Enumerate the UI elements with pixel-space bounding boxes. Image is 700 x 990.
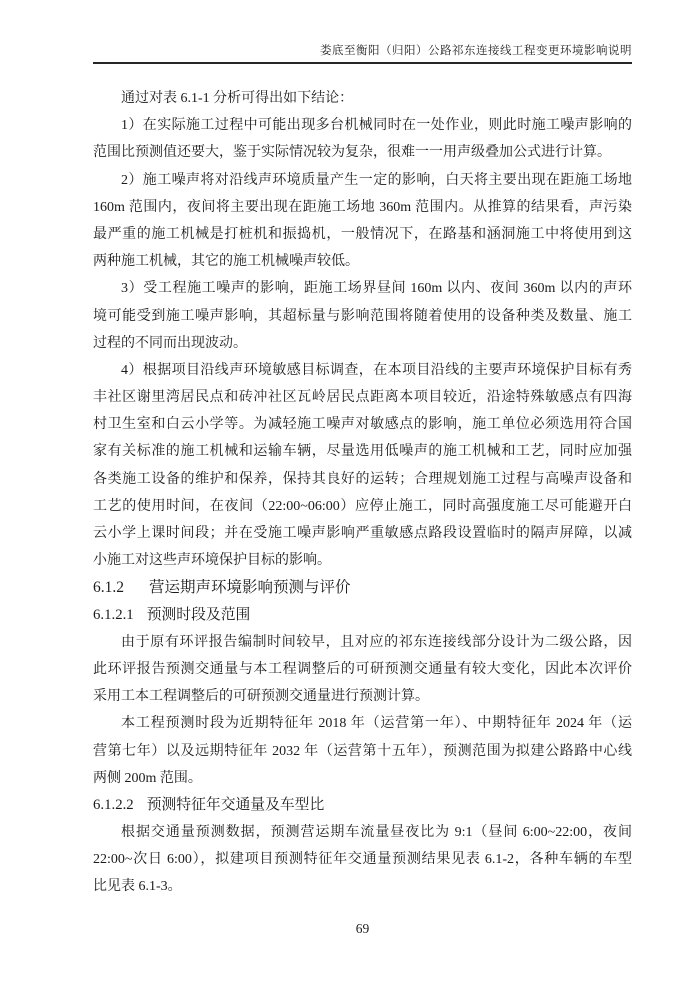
paragraph-line: 3）受工程施工噪声的影响，距施工场界昼间 160m 以内、夜间 360m 以内的声环 bbox=[121, 281, 632, 297]
subsection-heading-6-1-2-1 bbox=[93, 602, 632, 629]
paragraph-line: 过程的不同而出现波动。 bbox=[93, 335, 247, 351]
subsection-number: 6.1.2.1 bbox=[93, 606, 134, 623]
paragraph-line: 由于原有环评报告编制时间较早，且对应的祁东连接线部分设计为二级公路，因 bbox=[121, 634, 632, 650]
paragraph-line: 本工程预测时段为近期特征年 2018 年（运营第一年）、中期特征年 2024 年（运 bbox=[121, 716, 632, 732]
paragraph-prediction-basis bbox=[93, 629, 632, 711]
paragraph-line: 家有关标准的施工机械和运输车辆，尽量选用低噪声的施工机械和工艺，同时应加强 bbox=[93, 444, 632, 460]
page-number: 69 bbox=[355, 921, 370, 936]
paragraph-line: 1）在实际施工过程中可能出现多台机械同时在一处作业，则此时施工噪声影响的 bbox=[121, 118, 632, 134]
paragraph-line: 云小学上课时间段；并在受施工噪声影响严重敏感点路段设置临时的隔声屏障，以减 bbox=[93, 526, 632, 541]
paragraph-line: 丰社区谢里湾居民点和砖冲社区瓦岭居民点距离本项目较近，沿途特殊敏感点有四海 bbox=[93, 390, 632, 406]
paragraph-line: 工艺的使用时间，在夜间（22:00~06:00）应停止施工，同时高强度施工尽可能避开白 bbox=[93, 498, 632, 514]
paragraph-line: 村卫生室和白云小学等。为减轻施工噪声对敏感点的影响，施工单位必须选用符合国 bbox=[93, 417, 632, 433]
paragraph-intro bbox=[93, 85, 632, 112]
paragraph-conclusion-1 bbox=[93, 112, 632, 166]
document-body bbox=[93, 85, 632, 901]
paragraph-line: 2）施工噪声将对沿线声环境质量产生一定的影响，白天将主要出现在距施工场地 bbox=[121, 172, 632, 188]
paragraph-conclusion-4 bbox=[93, 357, 632, 575]
running-header-title: 娄底至衡阳（归阳）公路祁东连接线工程变更环境影响说明 bbox=[320, 45, 632, 57]
paragraph-line: 小施工对这些声环境保护目标的影响。 bbox=[93, 553, 331, 569]
paragraph-line: 22:00~次日 6:00），拟建项目预测特征年交通量预测结果见表 6.1-2，各种车辆的车型 bbox=[93, 852, 632, 868]
paragraph-line: 境可能受到施工噪声影响，其超标量与影响范围将随着使用的设备种类及数量、施工 bbox=[93, 308, 632, 324]
paragraph-line: 此环评报告预测交通量与本工程调整后的可研预测交通量有较大变化，因此本次评价 bbox=[93, 661, 632, 677]
paragraph-line: 根据交通量预测数据，预测营运期车流量昼夜比为 9:1（昼间 6:00~22:00，夜间 bbox=[121, 825, 632, 841]
paragraph-line: 两侧 200m 范围。 bbox=[93, 770, 202, 786]
page-header bbox=[93, 44, 632, 64]
page-footer bbox=[93, 920, 632, 938]
paragraph-traffic-volume bbox=[93, 819, 632, 901]
subsection-title: 预测特征年交通量及车型比 bbox=[146, 796, 325, 813]
paragraph-line: 范围比预测值还要大，鉴于实际情况较为复杂，很难一一用声级叠加公式进行计算。 bbox=[93, 145, 611, 161]
paragraph-line: 采用工本工程调整后的可研预测交通量进行预测计算。 bbox=[93, 689, 429, 705]
subsection-heading-6-1-2-2 bbox=[93, 792, 632, 819]
subsection-number: 6.1.2.2 bbox=[93, 796, 134, 813]
subsection-title: 预测时段及范围 bbox=[146, 606, 251, 623]
paragraph-prediction-periods bbox=[93, 710, 632, 792]
paragraph-line: 最严重的施工机械是打桩机和振捣机，一般情况下，在路基和涵洞施工中将使用到这 bbox=[93, 226, 632, 242]
paragraph-line: 比见表 6.1-3。 bbox=[93, 879, 182, 895]
paragraph-conclusion-2 bbox=[93, 167, 632, 276]
section-number: 6.1.2 bbox=[93, 579, 124, 597]
paragraph-line: 各类施工设备的维护和保养，保持其良好的运转；合理规划施工过程与高噪声设备和 bbox=[93, 471, 632, 487]
paragraph-conclusion-3 bbox=[93, 275, 632, 357]
section-heading-6-1-2 bbox=[93, 574, 632, 601]
paragraph-line: 营第七年）以及远期特征年 2032 年（运营第十五年），预测范围为拟建公路路中心线 bbox=[93, 743, 632, 759]
section-title: 营运期声环境影响预测与评价 bbox=[149, 579, 351, 597]
paragraph-line: 4）根据项目沿线声环境敏感目标调查，在本项目沿线的主要声环境保护目标有秀 bbox=[121, 362, 632, 378]
paragraph-line: 160m 范围内，夜间将主要出现在距施工场地 360m 范围内。从推算的结果看，声污染 bbox=[93, 199, 632, 215]
paragraph-line: 通过对表 6.1-1 分析可得出如下结论： bbox=[121, 91, 354, 106]
paragraph-line: 两种施工机械，其它的施工机械噪声较低。 bbox=[93, 254, 359, 270]
